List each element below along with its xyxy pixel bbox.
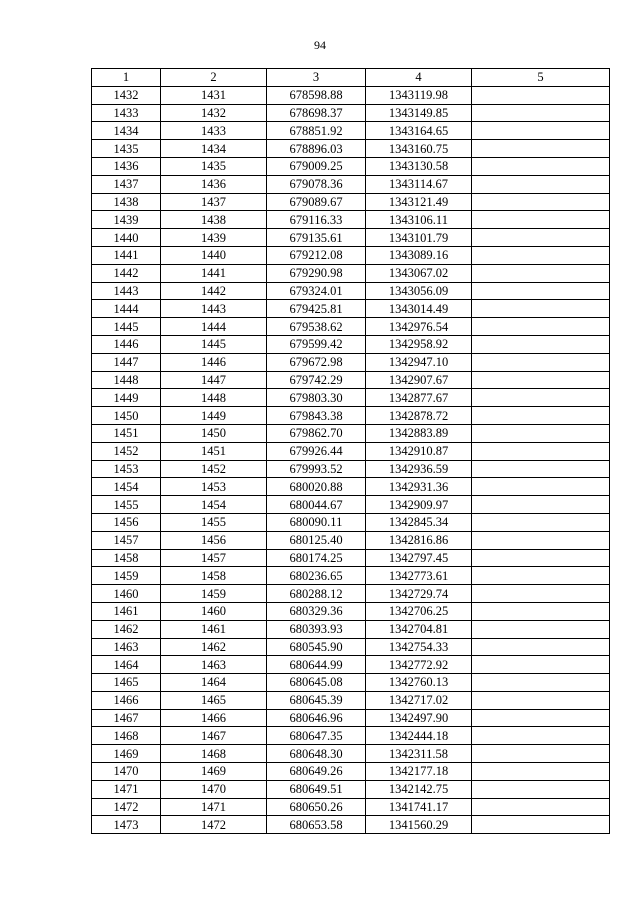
table-cell: 679599.42 xyxy=(267,335,366,353)
table-cell: 1456 xyxy=(92,513,161,531)
table-cell: 1343119.98 xyxy=(366,86,472,104)
table-cell: 1466 xyxy=(161,709,267,727)
table-cell: 1343106.11 xyxy=(366,211,472,229)
table-cell: 1342877.67 xyxy=(366,389,472,407)
table-cell: 1438 xyxy=(161,211,267,229)
table-cell: 1461 xyxy=(92,602,161,620)
table-cell: 1439 xyxy=(92,211,161,229)
table-row xyxy=(92,585,610,603)
table-cell: 1342717.02 xyxy=(366,691,472,709)
table-cell xyxy=(472,371,610,389)
table-cell: 1459 xyxy=(92,567,161,585)
table-cell: 1468 xyxy=(92,727,161,745)
table-cell: 1432 xyxy=(92,86,161,104)
table-cell: 1342497.90 xyxy=(366,709,472,727)
table-cell: 1453 xyxy=(92,460,161,478)
table-row xyxy=(92,816,610,834)
table-cell: 680329.36 xyxy=(267,602,366,620)
table-cell: 1450 xyxy=(92,407,161,425)
table-cell: 1342706.25 xyxy=(366,602,472,620)
table-cell: 1452 xyxy=(161,460,267,478)
table-cell: 1342910.87 xyxy=(366,442,472,460)
table-cell: 680653.58 xyxy=(267,816,366,834)
table-cell xyxy=(472,798,610,816)
table-cell: 1460 xyxy=(92,585,161,603)
table-cell: 1433 xyxy=(161,122,267,140)
table-cell: 1342845.34 xyxy=(366,513,472,531)
table-cell: 1343089.16 xyxy=(366,246,472,264)
table-cell: 679078.36 xyxy=(267,175,366,193)
table-cell: 1458 xyxy=(92,549,161,567)
table-cell xyxy=(472,620,610,638)
table-row xyxy=(92,460,610,478)
table-cell: 680044.67 xyxy=(267,496,366,514)
table-cell xyxy=(472,246,610,264)
table-cell: 680648.30 xyxy=(267,745,366,763)
table-cell: 1341560.29 xyxy=(366,816,472,834)
table-row xyxy=(92,353,610,371)
table-cell: 680090.11 xyxy=(267,513,366,531)
table-cell: 1434 xyxy=(92,122,161,140)
table-cell: 1436 xyxy=(161,175,267,193)
table-cell xyxy=(472,140,610,158)
table-cell: 679425.81 xyxy=(267,300,366,318)
table-cell: 1342816.86 xyxy=(366,531,472,549)
table-row xyxy=(92,442,610,460)
table-cell: 1342311.58 xyxy=(366,745,472,763)
table-cell: 1343014.49 xyxy=(366,300,472,318)
table-cell: 1442 xyxy=(92,264,161,282)
table-cell: 680288.12 xyxy=(267,585,366,603)
table-row xyxy=(92,140,610,158)
table-cell: 1342760.13 xyxy=(366,674,472,692)
table-cell: 678598.88 xyxy=(267,86,366,104)
table-cell xyxy=(472,763,610,781)
table-cell: 1343114.67 xyxy=(366,175,472,193)
table-cell: 1466 xyxy=(92,691,161,709)
table-row xyxy=(92,709,610,727)
table-cell xyxy=(472,549,610,567)
table-cell: 678851.92 xyxy=(267,122,366,140)
table-cell: 1343121.49 xyxy=(366,193,472,211)
table-cell: 1453 xyxy=(161,478,267,496)
table-cell xyxy=(472,442,610,460)
table-row xyxy=(92,300,610,318)
table-cell: 1457 xyxy=(92,531,161,549)
table-cell: 1439 xyxy=(161,229,267,247)
table-cell xyxy=(472,335,610,353)
table-cell: 1471 xyxy=(161,798,267,816)
table-cell: 679742.29 xyxy=(267,371,366,389)
table-cell: 1469 xyxy=(161,763,267,781)
table-row xyxy=(92,389,610,407)
table-cell: 679993.52 xyxy=(267,460,366,478)
table-cell: 680645.39 xyxy=(267,691,366,709)
table-cell: 1342797.45 xyxy=(366,549,472,567)
table-cell xyxy=(472,229,610,247)
table-cell: 679009.25 xyxy=(267,157,366,175)
table-cell: 1341741.17 xyxy=(366,798,472,816)
table-cell: 1448 xyxy=(92,371,161,389)
table-cell: 679135.61 xyxy=(267,229,366,247)
table-cell: 1435 xyxy=(161,157,267,175)
table-cell xyxy=(472,478,610,496)
table-body xyxy=(92,86,610,833)
table-row xyxy=(92,798,610,816)
table-cell xyxy=(472,460,610,478)
table-row xyxy=(92,157,610,175)
table-row xyxy=(92,424,610,442)
table-cell: 679212.08 xyxy=(267,246,366,264)
table-cell xyxy=(472,157,610,175)
table-row xyxy=(92,602,610,620)
table-cell xyxy=(472,745,610,763)
page-number: 94 xyxy=(314,38,326,52)
table-cell: 1342976.54 xyxy=(366,318,472,336)
table-cell: 1468 xyxy=(161,745,267,763)
table-cell: 1342878.72 xyxy=(366,407,472,425)
table-cell: 1447 xyxy=(92,353,161,371)
table-cell xyxy=(472,86,610,104)
table-cell: 680125.40 xyxy=(267,531,366,549)
column-header: 3 xyxy=(267,69,366,87)
table-cell: 1342142.75 xyxy=(366,780,472,798)
table-row xyxy=(92,282,610,300)
table-cell: 1343067.02 xyxy=(366,264,472,282)
table-row xyxy=(92,763,610,781)
table-row xyxy=(92,229,610,247)
table-cell: 1462 xyxy=(92,620,161,638)
table-header-row xyxy=(92,69,610,87)
column-header: 5 xyxy=(472,69,610,87)
table-cell: 1450 xyxy=(161,424,267,442)
table-row xyxy=(92,531,610,549)
table-cell: 680236.65 xyxy=(267,567,366,585)
table-cell: 1464 xyxy=(92,656,161,674)
table-cell: 1438 xyxy=(92,193,161,211)
table-cell: 1465 xyxy=(92,674,161,692)
table-cell: 680649.26 xyxy=(267,763,366,781)
table-cell: 1472 xyxy=(161,816,267,834)
table-cell: 680645.08 xyxy=(267,674,366,692)
table-row xyxy=(92,691,610,709)
table-row xyxy=(92,549,610,567)
table-row xyxy=(92,513,610,531)
table-cell: 1462 xyxy=(161,638,267,656)
table-row xyxy=(92,86,610,104)
table-cell: 1343101.79 xyxy=(366,229,472,247)
table-cell xyxy=(472,816,610,834)
table-cell: 1432 xyxy=(161,104,267,122)
table-cell: 1342936.59 xyxy=(366,460,472,478)
table-cell: 679324.01 xyxy=(267,282,366,300)
table-cell: 1445 xyxy=(161,335,267,353)
column-header: 4 xyxy=(366,69,472,87)
table-cell: 1463 xyxy=(161,656,267,674)
table-cell: 1440 xyxy=(161,246,267,264)
table-cell: 1470 xyxy=(161,780,267,798)
table-cell: 1454 xyxy=(161,496,267,514)
table-row xyxy=(92,104,610,122)
table-cell: 1465 xyxy=(161,691,267,709)
table-row xyxy=(92,727,610,745)
table-cell: 1343130.58 xyxy=(366,157,472,175)
table-cell: 1470 xyxy=(92,763,161,781)
table-cell: 1342704.81 xyxy=(366,620,472,638)
table-cell: 679538.62 xyxy=(267,318,366,336)
table-cell: 1342177.18 xyxy=(366,763,472,781)
table-row xyxy=(92,246,610,264)
table-cell: 1342931.36 xyxy=(366,478,472,496)
table-cell: 679862.70 xyxy=(267,424,366,442)
table-cell: 1446 xyxy=(92,335,161,353)
table-cell: 1457 xyxy=(161,549,267,567)
table-cell: 680650.26 xyxy=(267,798,366,816)
table-cell: 1467 xyxy=(92,709,161,727)
table-cell: 680644.99 xyxy=(267,656,366,674)
table-cell xyxy=(472,389,610,407)
table-cell: 1467 xyxy=(161,727,267,745)
table-cell: 1433 xyxy=(92,104,161,122)
table-row xyxy=(92,620,610,638)
table-cell: 1441 xyxy=(92,246,161,264)
table-cell: 1342907.67 xyxy=(366,371,472,389)
table-cell xyxy=(472,318,610,336)
table-cell: 1444 xyxy=(161,318,267,336)
table-row xyxy=(92,638,610,656)
table-cell: 1342773.61 xyxy=(366,567,472,585)
table-cell: 1343164.65 xyxy=(366,122,472,140)
table-cell: 1445 xyxy=(92,318,161,336)
table-cell: 1449 xyxy=(92,389,161,407)
table-cell xyxy=(472,638,610,656)
table-cell: 679803.30 xyxy=(267,389,366,407)
table-row xyxy=(92,122,610,140)
table-cell xyxy=(472,353,610,371)
table-cell xyxy=(472,656,610,674)
table-cell: 1437 xyxy=(161,193,267,211)
table-cell: 1456 xyxy=(161,531,267,549)
table-cell: 680174.25 xyxy=(267,549,366,567)
table-cell: 1343056.09 xyxy=(366,282,472,300)
table-cell: 1461 xyxy=(161,620,267,638)
table-row xyxy=(92,745,610,763)
table-cell: 1437 xyxy=(92,175,161,193)
table-cell: 679116.33 xyxy=(267,211,366,229)
table-cell xyxy=(472,424,610,442)
column-header: 2 xyxy=(161,69,267,87)
table-cell: 680393.93 xyxy=(267,620,366,638)
table-cell: 1463 xyxy=(92,638,161,656)
table-cell: 1469 xyxy=(92,745,161,763)
table-cell: 680646.96 xyxy=(267,709,366,727)
table-row xyxy=(92,211,610,229)
column-header: 1 xyxy=(92,69,161,87)
table-row xyxy=(92,335,610,353)
table-cell: 1342754.33 xyxy=(366,638,472,656)
table-cell: 1436 xyxy=(92,157,161,175)
table-cell xyxy=(472,531,610,549)
table-cell: 1460 xyxy=(161,602,267,620)
table-row xyxy=(92,674,610,692)
table-cell xyxy=(472,513,610,531)
table-cell xyxy=(472,674,610,692)
table-cell xyxy=(472,211,610,229)
table-cell xyxy=(472,602,610,620)
table-cell: 1342444.18 xyxy=(366,727,472,745)
table-cell xyxy=(472,300,610,318)
table-cell: 1441 xyxy=(161,264,267,282)
table-cell: 680020.88 xyxy=(267,478,366,496)
table-row xyxy=(92,264,610,282)
table-cell xyxy=(472,282,610,300)
table-row xyxy=(92,318,610,336)
table-cell: 678896.03 xyxy=(267,140,366,158)
table-cell xyxy=(472,709,610,727)
table-row xyxy=(92,656,610,674)
table-cell: 679290.98 xyxy=(267,264,366,282)
table-cell: 1431 xyxy=(161,86,267,104)
table-cell: 1455 xyxy=(161,513,267,531)
table-row xyxy=(92,496,610,514)
table-row xyxy=(92,193,610,211)
table-cell xyxy=(472,175,610,193)
table-cell xyxy=(472,122,610,140)
table-cell: 1459 xyxy=(161,585,267,603)
table-row xyxy=(92,478,610,496)
table-cell: 680647.35 xyxy=(267,727,366,745)
table-cell: 1473 xyxy=(92,816,161,834)
table-cell xyxy=(472,567,610,585)
table-cell xyxy=(472,727,610,745)
table-cell: 1471 xyxy=(92,780,161,798)
table-row xyxy=(92,780,610,798)
table-cell: 1440 xyxy=(92,229,161,247)
table-cell: 679926.44 xyxy=(267,442,366,460)
table-cell: 1434 xyxy=(161,140,267,158)
table-cell xyxy=(472,691,610,709)
table-cell: 1464 xyxy=(161,674,267,692)
table-cell: 1448 xyxy=(161,389,267,407)
table-cell: 1452 xyxy=(92,442,161,460)
table-cell: 1451 xyxy=(161,442,267,460)
table-cell: 1342729.74 xyxy=(366,585,472,603)
coordinates-table xyxy=(91,68,610,834)
table-cell xyxy=(472,193,610,211)
table-cell: 1442 xyxy=(161,282,267,300)
table-cell: 1446 xyxy=(161,353,267,371)
table-cell xyxy=(472,585,610,603)
table-cell: 1342772.92 xyxy=(366,656,472,674)
table-cell: 1342958.92 xyxy=(366,335,472,353)
table-cell: 679089.67 xyxy=(267,193,366,211)
table-cell: 1451 xyxy=(92,424,161,442)
table-cell xyxy=(472,496,610,514)
table-cell: 679843.38 xyxy=(267,407,366,425)
table-cell: 1444 xyxy=(92,300,161,318)
table-cell xyxy=(472,780,610,798)
table-cell: 1454 xyxy=(92,478,161,496)
table-cell: 680545.90 xyxy=(267,638,366,656)
table-cell: 1455 xyxy=(92,496,161,514)
table-row xyxy=(92,371,610,389)
table-cell: 1343160.75 xyxy=(366,140,472,158)
table-cell: 1472 xyxy=(92,798,161,816)
table-cell: 1443 xyxy=(92,282,161,300)
table-row xyxy=(92,407,610,425)
table-cell: 1342909.97 xyxy=(366,496,472,514)
table-row xyxy=(92,175,610,193)
table-cell: 1342947.10 xyxy=(366,353,472,371)
table-cell: 1342883.89 xyxy=(366,424,472,442)
table-cell: 1458 xyxy=(161,567,267,585)
table-cell: 1447 xyxy=(161,371,267,389)
table-cell: 1343149.85 xyxy=(366,104,472,122)
table-cell xyxy=(472,104,610,122)
table-row xyxy=(92,567,610,585)
table-cell xyxy=(472,264,610,282)
table-cell: 1443 xyxy=(161,300,267,318)
table-cell xyxy=(472,407,610,425)
table-cell: 1449 xyxy=(161,407,267,425)
table-cell: 678698.37 xyxy=(267,104,366,122)
table-cell: 679672.98 xyxy=(267,353,366,371)
table-cell: 1435 xyxy=(92,140,161,158)
table-cell: 680649.51 xyxy=(267,780,366,798)
